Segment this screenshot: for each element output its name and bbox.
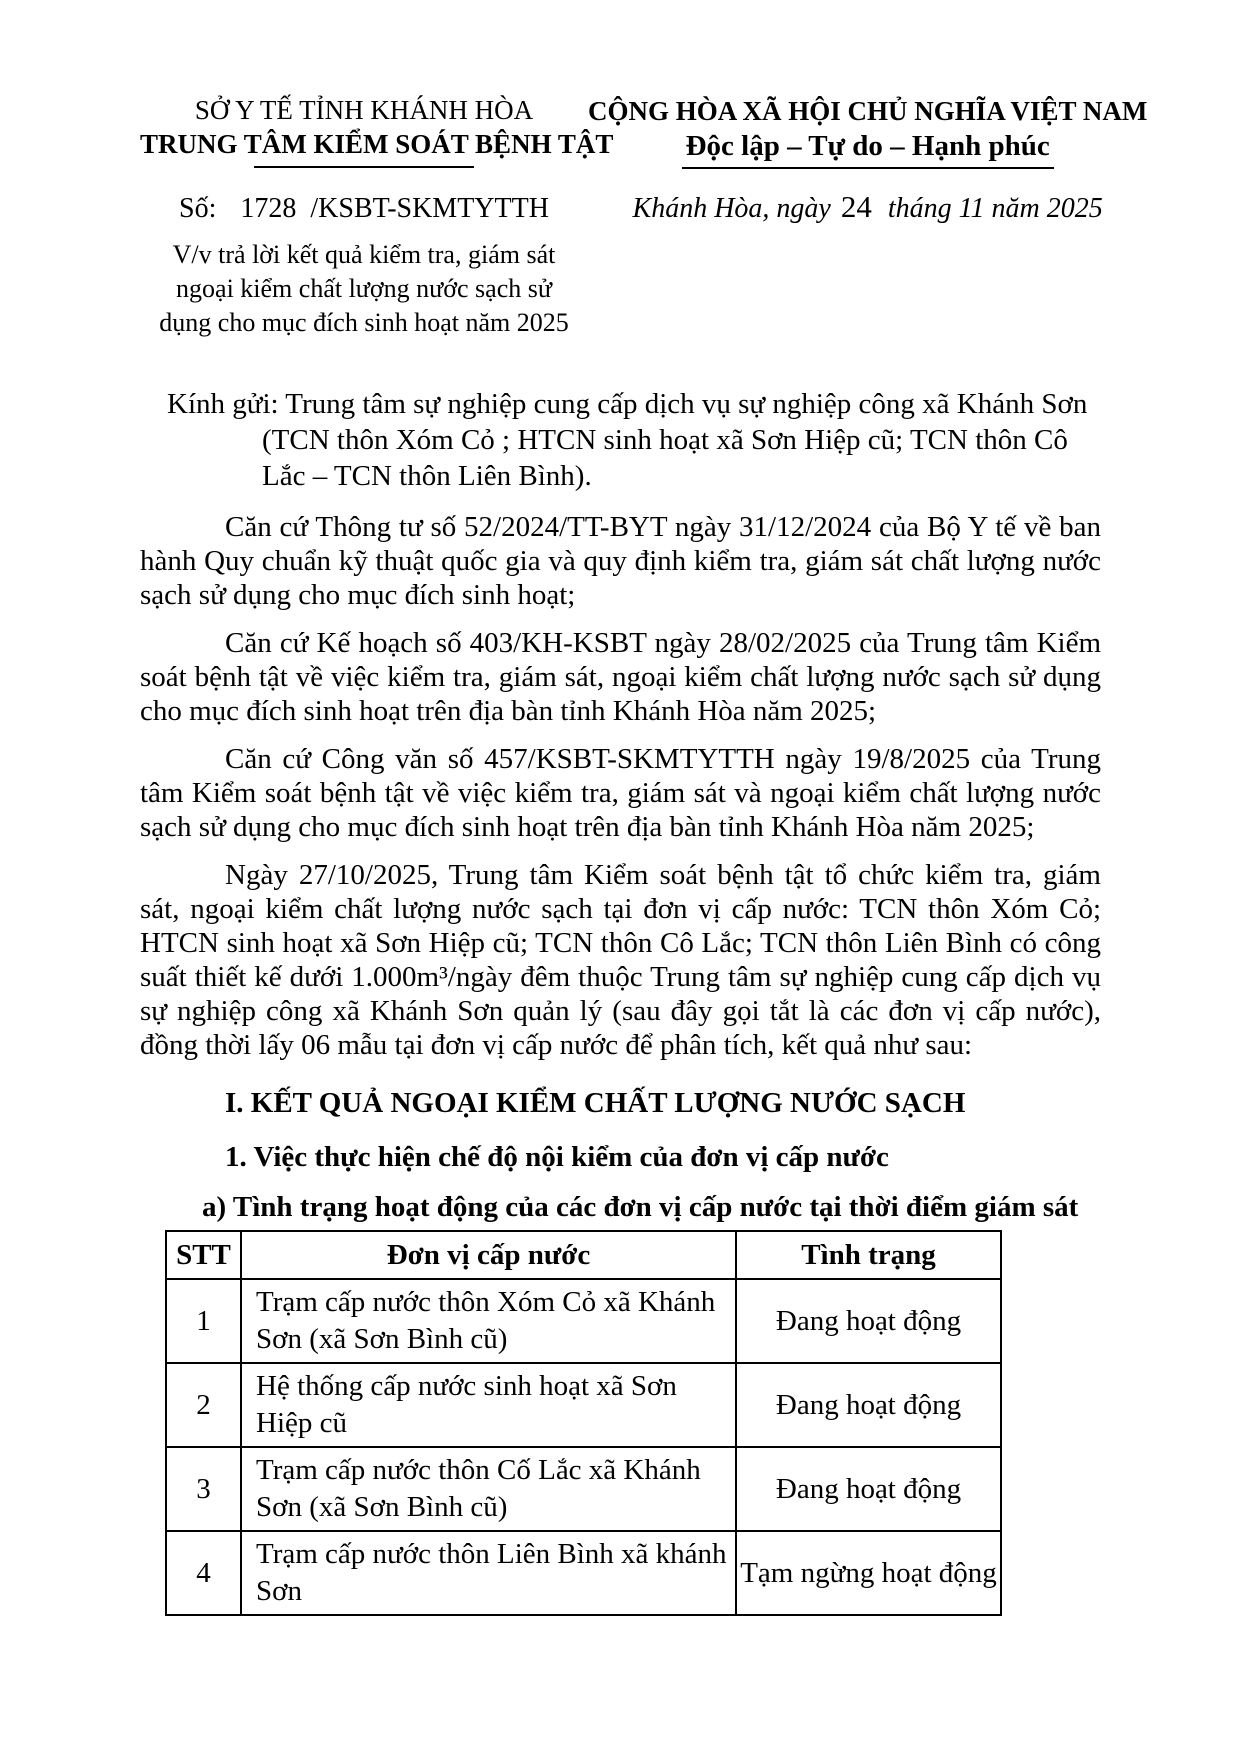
table-header-row [166,1231,1001,1279]
table-row [166,1447,1001,1531]
status-cell: Đang hoạt động [736,1363,1001,1447]
section-heading-suba: a) Tình trạng hoạt động của các đơn vị cấp nước tại thời điểm giám sát [202,1191,1079,1223]
subject-line: V/v trả lời kết quả kiểm tra, giám sát [172,240,556,269]
header-cell-status: Tình trạng [736,1231,1001,1279]
recipient-line: Kính gửi: Trung tâm sự nghiệp cung cấp dịch vụ sự nghiệp công xã Khánh Sơn [167,388,1088,420]
status-cell: Đang hoạt động [736,1447,1001,1531]
document-number-line [140,192,588,226]
document-subject [140,238,588,340]
body-paragraph: Căn cứ Công văn số 457/KSBT-SKMTYTTH ngày 19/8/2025 của Trung tâm Kiểm soát bệnh tật về việc kiểm tra, giám sát và ngoại kiểm chất lượng nước sạch sử dụng cho mục đích sinh hoạt trên địa bàn tỉnh Khánh Hòa năm 2025; [140,743,1101,843]
table-row [166,1363,1001,1447]
body-paragraph: Ngày 27/10/2025, Trung tâm Kiểm soát bệnh tật tổ chức kiểm tra, giám sát, ngoại kiểm chất lượng nước sạch tại đơn vị cấp nước: TCN thôn Xóm Cỏ; HTCN sinh hoạt xã Sơn Hiệp cũ; TCN thôn Cô Lắc; TCN thôn Liên Bình có công suất thiết kế dưới 1.000m³/ngày đêm thuộc Trung tâm sự nghiệp cung cấp dịch vụ sự nghiệp công xã Khánh Sơn quản lý (sau đây gọi tắt là các đơn vị cấp nước), đồng thời lấy 06 mẫu tại đơn vị cấp nước để phân tích, kết quả như sau: [140,859,1101,1061]
section-heading-sub1: 1. Việc thực hiện chế độ nội kiểm của đơn vị cấp nước [225,1141,889,1173]
parent-org-name: SỞ Y TẾ TỈNH KHÁNH HÒA [194,95,534,125]
body-paragraph: Căn cứ Thông tư số 52/2024/TT-BYT ngày 31/12/2024 của Bộ Y tế về ban hành Quy chuẩn kỹ thuật quốc gia và quy định kiểm tra, giám sát chất lượng nước sạch sử dụng cho mục đích sinh hoạt; [140,511,1101,611]
unit-cell: Trạm cấp nước thôn Liên Bình xã khánh Sơn [241,1531,736,1615]
table-row [166,1531,1001,1615]
date-prefix: Khánh Hòa, ngày [632,193,831,224]
unit-cell: Hệ thống cấp nước sinh hoạt xã Sơn Hiệp cũ [241,1363,736,1447]
subject-line: ngoại kiểm chất lượng nước sạch sử [176,274,552,303]
doc-number-value: 1728 [240,193,297,224]
issuing-org-block [140,94,614,340]
national-motto-wrap [588,130,1147,169]
national-motto: Độc lập – Tự do – Hạnh phúc [682,130,1054,169]
national-header-block [588,94,1147,340]
status-cell: Tạm ngừng hoạt động [736,1531,1001,1615]
row-index-cell: 1 [166,1279,241,1363]
national-title: CỘNG HÒA XÃ HỘI CHỦ NGHĨA VIỆT NAM [588,96,1148,126]
document-content [140,94,1148,1616]
body-paragraph: Căn cứ Kế hoạch số 403/KH-KSBT ngày 28/02/2025 của Trung tâm Kiểm soát bệnh tật về việc kiểm tra, giám sát, ngoại kiểm chất lượng nước sạch sử dụng cho mục đích sinh hoạt trên địa bàn tỉnh Khánh Hòa năm 2025; [140,627,1101,727]
doc-number-label: Số: [179,193,217,224]
status-cell: Đang hoạt động [736,1279,1001,1363]
table-row [166,1279,1001,1363]
results-table [165,1230,1002,1616]
subject-line: dụng cho mục đích sinh hoạt năm 2025 [159,308,569,337]
row-index-cell: 2 [166,1363,241,1447]
row-index-cell: 3 [166,1447,241,1531]
section-heading-main: I. KẾT QUẢ NGOẠI KIỂM CHẤT LƯỢNG NƯỚC SẠCH [225,1087,966,1119]
org-underline-rule [254,166,474,168]
header-cell-unit: Đơn vị cấp nước [241,1231,736,1279]
recipient-block [140,386,1101,494]
unit-cell: Trạm cấp nước thôn Cố Lắc xã Khánh Sơn (xã Sơn Bình cũ) [241,1447,736,1531]
org-name: TRUNG TÂM KIỂM SOÁT BỆNH TẬT [140,129,614,159]
document-header [140,94,1148,340]
recipient-line: Lắc – TCN thôn Liên Bình). [262,460,592,492]
place-date-line [588,189,1147,227]
row-index-cell: 4 [166,1531,241,1615]
date-day: 24 [840,189,872,224]
doc-number-suffix: /KSBT-SKMTYTTH [310,193,549,224]
unit-cell: Trạm cấp nước thôn Xóm Cỏ xã Khánh Sơn (xã Sơn Bình cũ) [241,1279,736,1363]
date-rest: tháng 11 năm 2025 [887,193,1103,224]
header-cell-stt: STT [166,1231,241,1279]
recipient-line: (TCN thôn Xóm Cỏ ; HTCN sinh hoạt xã Sơn Hiệp cũ; TCN thôn Cô [262,424,1068,456]
